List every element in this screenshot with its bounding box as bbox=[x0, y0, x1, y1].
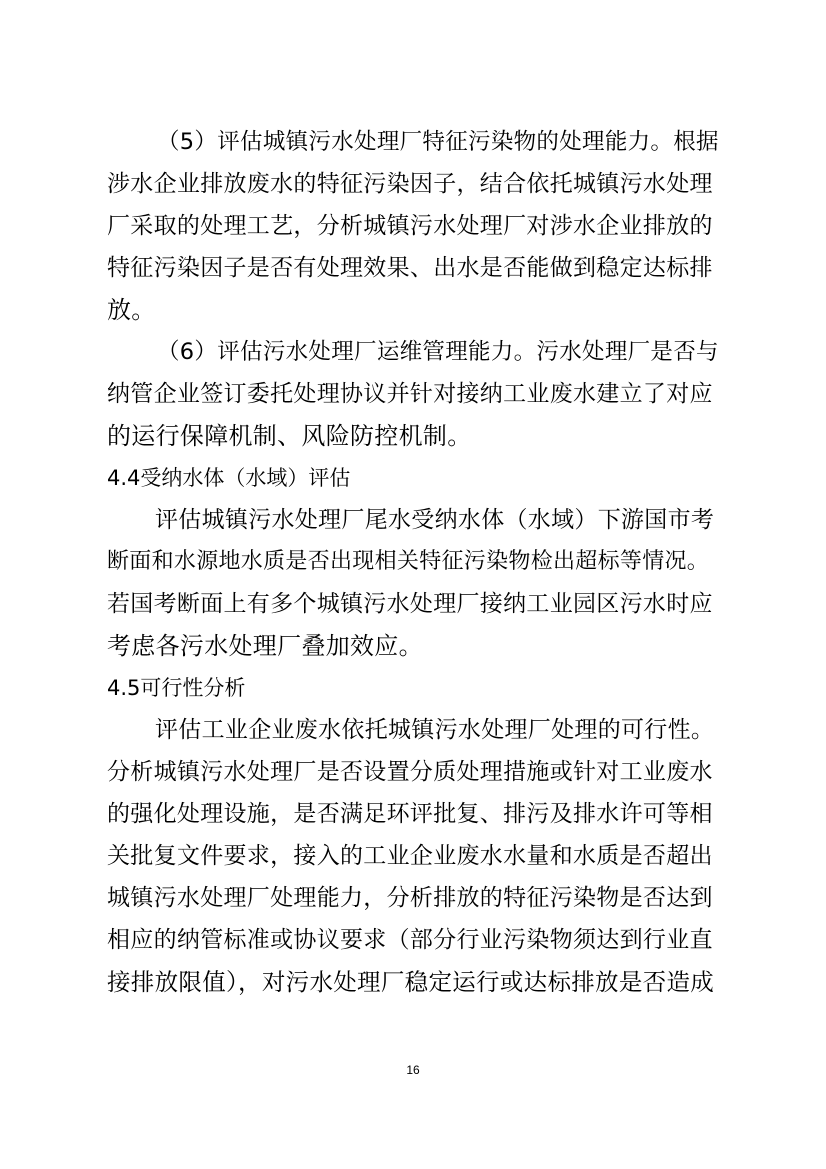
section-4-5-line-7: 接排放限值），对污水处理厂稳定运行或达标排放是否造成 bbox=[107, 968, 715, 996]
section-4-5-line-3: 的强化处理设施，是否满足环评批复、排污及排水许可等相 bbox=[107, 801, 713, 827]
paragraph-6-line-2: 纳管企业签订委托处理协议并针对接纳工业废水建立了对应 bbox=[107, 381, 713, 407]
paragraph-5-line-2: 涉水企业排放废水的特征污染因子，结合依托城镇污水处理 bbox=[107, 171, 713, 197]
section-4-5-line-5: 城镇污水处理厂处理能力，分析排放的特征污染物是否达到 bbox=[107, 885, 713, 911]
section-4-4-line-4: 考虑各污水处理厂叠加效应。 bbox=[107, 632, 423, 660]
paragraph-5-line-5: 放。 bbox=[107, 296, 156, 324]
paragraph-5-line-1: （5）评估城镇污水处理厂特征污染物的处理能力。根据 bbox=[157, 129, 719, 155]
section-4-5-line-4: 关批复文件要求，接入的工业企业废水水量和水质是否超出 bbox=[107, 843, 713, 869]
paragraph-5-line-4: 特征污染因子是否有处理效果、出水是否能做到稳定达标排 bbox=[107, 255, 713, 281]
paragraph-6-line-1: （6）评估污水处理厂运维管理能力。污水处理厂是否与 bbox=[157, 339, 719, 365]
section-4-5-line-1: 评估工业企业废水依托城镇污水处理厂处理的可行性。 bbox=[155, 717, 715, 743]
paragraph-5-line-3: 厂采取的处理工艺，分析城镇污水处理厂对涉水企业排放的 bbox=[107, 213, 713, 239]
section-heading-4-4: 4.4受纳水体（水域）评估 bbox=[107, 466, 351, 490]
section-heading-4-5: 4.5可行性分析 bbox=[107, 676, 246, 700]
section-4-5-line-2: 分析城镇污水处理厂是否设置分质处理措施或针对工业废水 bbox=[107, 759, 713, 785]
page-number: 16 bbox=[406, 1063, 420, 1077]
section-4-4-line-2: 断面和水源地水质是否出现相关特征污染物检出超标等情况。 bbox=[107, 549, 710, 574]
section-4-4-line-3: 若国考断面上有多个城镇污水处理厂接纳工业园区污水时应 bbox=[107, 591, 713, 617]
section-4-4-line-1: 评估城镇污水处理厂尾水受纳水体（水域）下游国市考 bbox=[155, 507, 715, 533]
paragraph-6-line-3: 的运行保障机制、风险防控机制。 bbox=[107, 422, 472, 450]
section-4-5-line-6: 相应的纳管标准或协议要求（部分行业污染物须达到行业直 bbox=[107, 927, 713, 953]
